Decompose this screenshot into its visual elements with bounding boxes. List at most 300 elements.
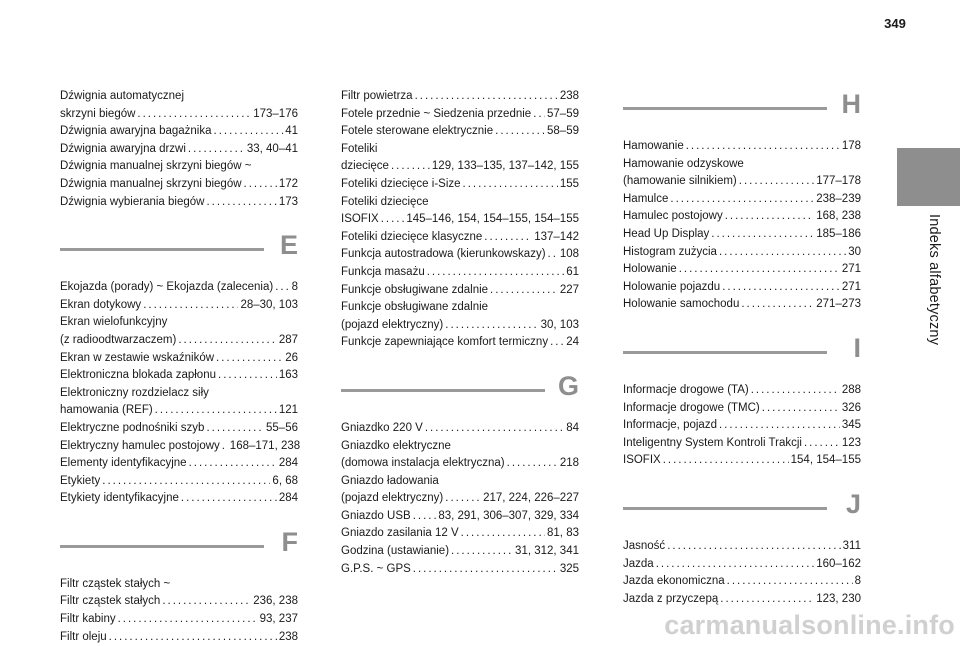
entry-term: Head Up Display xyxy=(623,227,710,240)
index-entry xyxy=(60,88,298,123)
entry-line xyxy=(623,191,861,209)
letter-label: F xyxy=(281,526,298,557)
entry-term: Filtr kabiny xyxy=(60,613,116,626)
entry-line xyxy=(623,208,861,226)
entry-pages: 288 xyxy=(841,383,861,396)
entry-term: Histogram zużycia xyxy=(623,245,717,258)
index-entry xyxy=(623,538,861,556)
index-entry xyxy=(341,473,579,508)
entry-term: Jazda ekonomiczna xyxy=(623,575,725,588)
dot-leader xyxy=(507,455,558,473)
index-column-3 xyxy=(623,88,861,608)
index-entry xyxy=(623,382,861,400)
entry-pages: 163 xyxy=(278,369,298,382)
index-entry xyxy=(623,279,861,297)
entry-pages: 154, 154–155 xyxy=(790,454,861,467)
entry-term: Hamowanie xyxy=(623,140,684,152)
entry-term-line: Dźwignia manualnej skrzyni biegów ~ xyxy=(60,160,252,173)
entry-pages: 57–59 xyxy=(547,107,579,120)
letter-label: G xyxy=(557,370,579,401)
entry-line xyxy=(341,543,579,561)
entry-pages: 177–178 xyxy=(816,175,861,188)
entry-term: G.P.S. ~ GPS xyxy=(341,562,411,575)
entry-line xyxy=(60,473,298,491)
entry-pages: 238 xyxy=(278,630,298,643)
entry-term: Funkcja masażu xyxy=(341,265,425,278)
index-entry xyxy=(623,435,861,453)
dot-leader xyxy=(391,158,430,176)
dot-leader xyxy=(722,279,840,297)
entry-term: Filtr oleju xyxy=(60,630,107,643)
index-entry xyxy=(60,141,298,159)
index-entry xyxy=(623,226,861,244)
entry-term: (domowa instalacja elektryczna) xyxy=(341,457,505,470)
entry-line xyxy=(60,332,298,350)
entry-pages: 284 xyxy=(278,457,298,470)
section-tab-marker xyxy=(897,148,960,206)
entry-pages: 55–56 xyxy=(266,421,298,434)
index-entry xyxy=(341,123,579,141)
entry-term: Fotele przednie ~ Siedzenia przednie xyxy=(341,107,532,120)
section-side-label: Indeks alfabetyczny xyxy=(926,214,942,346)
entry-pages: 218 xyxy=(559,457,579,470)
entry-pages: 271 xyxy=(841,280,861,293)
dot-leader xyxy=(490,282,558,300)
entry-line xyxy=(623,538,861,556)
entry-pages: 81, 83 xyxy=(547,527,579,540)
entry-term: ISOFIX xyxy=(623,454,661,467)
entry-pages: 108 xyxy=(559,248,579,261)
dot-leader xyxy=(663,452,789,470)
index-entry xyxy=(60,438,301,456)
letter-label: E xyxy=(279,230,298,261)
entry-pages: 173–176 xyxy=(253,107,298,120)
dot-leader xyxy=(804,435,840,453)
dot-leader xyxy=(495,123,545,141)
index-column-1 xyxy=(60,88,301,646)
dot-leader xyxy=(214,123,284,141)
entry-line xyxy=(623,138,861,156)
index-entry xyxy=(60,455,298,473)
dot-leader xyxy=(413,561,558,579)
entry-term: Gniazdo zasilania 12 V xyxy=(341,527,459,540)
dot-leader xyxy=(670,191,814,209)
entry-pages: 24 xyxy=(566,336,579,349)
entry-pages: 271–273 xyxy=(816,298,861,311)
entry-term: Hamulec postojowy xyxy=(623,210,723,223)
entry-line xyxy=(341,106,579,124)
entry-line xyxy=(341,282,579,300)
entry-line xyxy=(623,296,861,314)
entry-line xyxy=(60,367,298,385)
entry-line xyxy=(60,194,298,212)
entry-line xyxy=(60,106,298,124)
entry-line xyxy=(341,211,579,229)
dot-leader xyxy=(427,264,564,282)
entry-term: Filtr cząstek stałych xyxy=(60,595,161,608)
entry-line xyxy=(60,402,298,420)
dot-leader xyxy=(244,176,277,194)
dot-leader xyxy=(415,88,558,106)
page-number: 349 xyxy=(884,16,906,31)
entry-term: Dźwignia awaryjna bagażnika xyxy=(60,125,212,138)
entry-term: Foteliki dziecięce i-Size xyxy=(341,177,461,190)
index-entry xyxy=(623,261,861,279)
entry-line xyxy=(60,279,298,297)
dot-leader xyxy=(162,593,251,611)
index-entry xyxy=(341,508,579,526)
letter-divider xyxy=(623,107,827,110)
entry-pages: 123 xyxy=(841,436,861,449)
index-entry xyxy=(60,350,298,368)
dot-leader xyxy=(445,490,481,508)
dot-leader xyxy=(762,400,840,418)
entry-pages: 236, 238 xyxy=(253,595,298,608)
entry-term: Dźwignia manualnej skrzyni biegów xyxy=(60,177,242,190)
entry-pages: 325 xyxy=(559,562,579,575)
entry-pages: 8 xyxy=(291,281,298,294)
entry-pages: 311 xyxy=(842,539,861,552)
index-entry xyxy=(341,334,579,352)
entry-line xyxy=(623,591,861,609)
entry-term: Etykiety xyxy=(60,474,101,487)
index-entry xyxy=(341,420,579,438)
entry-line xyxy=(623,382,861,400)
entry-line xyxy=(623,435,861,453)
index-entry xyxy=(623,138,861,156)
letter-label: I xyxy=(853,332,861,363)
entry-pages: 217, 224, 226–227 xyxy=(483,492,579,505)
entry-line xyxy=(341,158,579,176)
entry-term: Informacje drogowe (TA) xyxy=(623,383,749,396)
entry-pages: 41 xyxy=(285,125,298,138)
entry-term: Foteliki dziecięce klasyczne xyxy=(341,230,483,243)
entry-term-line: Elektroniczny rozdzielacz siły xyxy=(60,386,209,399)
entry-pages: 121 xyxy=(278,404,298,417)
entry-term-line: Gniazdko elektryczne xyxy=(341,439,451,452)
dot-leader xyxy=(548,246,558,264)
index-entry xyxy=(60,611,298,629)
entry-term: Inteligentny System Kontroli Trakcji xyxy=(623,436,802,449)
entry-pages: 28–30, 103 xyxy=(240,298,298,311)
entry-term: (hamowanie silnikiem) xyxy=(623,175,737,188)
dot-leader xyxy=(463,176,558,194)
dot-leader xyxy=(739,173,814,191)
entry-line xyxy=(623,452,861,470)
entry-line xyxy=(341,490,579,508)
entry-line xyxy=(623,173,861,191)
entry-term: (z radioodtwarzaczem) xyxy=(60,333,177,346)
entry-term-line: Dźwignia automatycznej xyxy=(60,90,185,102)
entry-term: (pojazd elektryczny) xyxy=(341,492,444,505)
entry-term: Hamulce xyxy=(623,192,669,205)
entry-line xyxy=(623,244,861,262)
entry-line xyxy=(60,438,301,456)
entry-pages: 227 xyxy=(559,283,579,296)
entry-line xyxy=(341,229,579,247)
index-entry xyxy=(341,88,579,106)
index-entry xyxy=(341,561,579,579)
entry-pages: 238–239 xyxy=(816,192,861,205)
index-entry xyxy=(623,556,861,574)
entry-line xyxy=(341,176,579,194)
dot-leader xyxy=(381,211,405,229)
entry-pages: 160–162 xyxy=(816,557,861,570)
index-entry xyxy=(341,106,579,124)
entry-term: Holowanie samochodu xyxy=(623,298,740,311)
index-entry xyxy=(60,367,298,385)
entry-pages: 93, 237 xyxy=(259,613,298,626)
index-entry xyxy=(623,417,861,435)
entry-line xyxy=(60,123,298,141)
entry-line xyxy=(623,573,861,591)
entry-term: Jazda z przyczepą xyxy=(623,592,719,605)
letter-heading xyxy=(623,488,861,528)
entry-line xyxy=(60,141,298,159)
entry-pages: 172 xyxy=(278,177,298,190)
entry-pages: 84 xyxy=(566,421,579,434)
entry-pages: 129, 133–135, 137–142, 155 xyxy=(431,160,579,173)
dot-leader xyxy=(751,382,840,400)
index-entry xyxy=(60,279,298,297)
index-entry xyxy=(341,299,579,334)
entry-line xyxy=(60,176,298,194)
entry-term: Jazda xyxy=(623,557,654,570)
entry-pages: 33, 40–41 xyxy=(246,142,298,155)
dot-leader xyxy=(118,611,258,629)
dot-leader xyxy=(451,543,513,561)
letter-heading xyxy=(60,526,298,566)
index-entry xyxy=(60,576,298,611)
entry-line xyxy=(623,261,861,279)
entry-term: (pojazd elektryczny) xyxy=(341,318,444,331)
entry-line xyxy=(623,279,861,297)
dot-leader xyxy=(719,417,840,435)
dot-leader xyxy=(533,106,545,124)
entry-pages: 185–186 xyxy=(816,227,861,240)
entry-line xyxy=(341,508,579,526)
entry-term: Gniazdo USB xyxy=(341,509,411,522)
letter-heading xyxy=(341,370,579,410)
index-entry xyxy=(341,246,579,264)
index-entry xyxy=(60,194,298,212)
index-entry xyxy=(60,123,298,141)
entry-line xyxy=(60,297,298,315)
dot-leader xyxy=(656,556,815,574)
entry-term: Informacje, pojazd xyxy=(623,419,717,432)
dot-leader xyxy=(445,317,538,335)
entry-line xyxy=(341,246,579,264)
entry-pages: 178 xyxy=(841,140,861,152)
entry-pages: 123, 230 xyxy=(816,592,861,605)
entry-pages: 61 xyxy=(566,265,579,278)
entry-term: Ekran w zestawie wskaźników xyxy=(60,351,215,364)
index-entry xyxy=(60,420,298,438)
entry-term: Gniazdko 220 V xyxy=(341,421,423,434)
entry-pages: 168–171, 238 xyxy=(229,439,301,452)
entry-line xyxy=(341,317,579,335)
entry-term: Godzina (ustawianie) xyxy=(341,545,450,558)
dot-leader xyxy=(137,106,251,124)
entry-line xyxy=(341,455,579,473)
index-entry xyxy=(341,264,579,282)
entry-line xyxy=(623,226,861,244)
entry-term: Elektryczny hamulec postojowy xyxy=(60,439,220,452)
index-entry xyxy=(341,229,579,247)
entry-pages: 30 xyxy=(848,245,861,258)
dot-leader xyxy=(461,525,545,543)
index-entry xyxy=(341,282,579,300)
entry-pages: 83, 291, 306–307, 329, 334 xyxy=(438,509,579,522)
entry-term: Funkcje obsługiwane zdalnie xyxy=(341,283,489,296)
entry-line xyxy=(341,525,579,543)
entry-term: Holowanie xyxy=(623,263,677,276)
entry-line xyxy=(60,490,298,508)
entry-pages: 31, 312, 341 xyxy=(515,545,579,558)
index-entry xyxy=(341,194,579,229)
watermark: carmanualsonline.info xyxy=(664,610,955,640)
index-entry xyxy=(623,244,861,262)
entry-pages: 6, 68 xyxy=(272,474,298,487)
index-column-2 xyxy=(341,88,579,578)
entry-pages: 30, 103 xyxy=(540,318,579,331)
dot-leader xyxy=(720,591,814,609)
entry-term: hamowania (REF) xyxy=(60,404,153,417)
dot-leader xyxy=(679,261,840,279)
entry-pages: 137–142 xyxy=(534,230,579,243)
index-entry xyxy=(60,158,298,193)
index-entry xyxy=(60,385,298,420)
entry-term-line: Gniazdo ładowania xyxy=(341,474,439,487)
entry-line xyxy=(341,264,579,282)
entry-term: Dźwignia wybierania biegów xyxy=(60,195,205,208)
entry-term-line: Filtr cząstek stałych ~ xyxy=(60,577,171,590)
entry-term-line: Ekran wielofunkcyjny xyxy=(60,316,168,329)
index-entry xyxy=(341,543,579,561)
entry-term: dziecięce xyxy=(341,160,389,173)
entry-line xyxy=(60,420,298,438)
entry-term: Holowanie pojazdu xyxy=(623,280,721,293)
index-entry xyxy=(341,438,579,473)
entry-pages: 168, 238 xyxy=(816,210,861,223)
dot-leader xyxy=(143,297,238,315)
letter-heading xyxy=(623,88,861,128)
entry-line xyxy=(341,88,579,106)
index-entry xyxy=(623,296,861,314)
letter-divider xyxy=(623,351,827,354)
dot-leader xyxy=(206,194,276,212)
entry-term: Elektryczne podnośniki szyb xyxy=(60,421,205,434)
entry-term-line: Hamowanie odzyskowe xyxy=(623,157,744,170)
entry-term: Dźwignia awaryjna drzwi xyxy=(60,142,186,155)
entry-term: Funkcja autostradowa (kierunkowskazy) xyxy=(341,248,546,261)
entry-line xyxy=(341,334,579,352)
dot-leader xyxy=(686,138,840,156)
dot-leader xyxy=(484,229,532,247)
letter-label: H xyxy=(841,89,861,119)
entry-term: Informacje drogowe (TMC) xyxy=(623,401,760,414)
dot-leader xyxy=(109,629,277,646)
entry-pages: 8 xyxy=(854,575,861,588)
index-entry xyxy=(60,629,298,646)
entry-term: Fotele sterowane elektrycznie xyxy=(341,125,494,138)
entry-line xyxy=(623,556,861,574)
dot-leader xyxy=(189,455,277,473)
entry-term: ISOFIX xyxy=(341,213,379,226)
index-entry xyxy=(341,141,579,176)
entry-term: Ekran dotykowy xyxy=(60,298,142,311)
dot-leader xyxy=(155,402,277,420)
entry-line xyxy=(623,417,861,435)
letter-heading xyxy=(60,229,298,269)
entry-pages: 287 xyxy=(278,333,298,346)
dot-leader xyxy=(275,279,289,297)
dot-leader xyxy=(102,473,270,491)
entry-pages: 58–59 xyxy=(547,125,579,138)
index-entry xyxy=(623,452,861,470)
dot-leader xyxy=(413,508,437,526)
entry-term: Elektroniczna blokada zapłonu xyxy=(60,369,216,382)
letter-divider xyxy=(60,545,264,548)
entry-pages: 26 xyxy=(285,351,298,364)
dot-leader xyxy=(741,296,814,314)
dot-leader xyxy=(719,244,846,262)
entry-term-line: Foteliki dziecięce xyxy=(341,195,429,208)
index-entry xyxy=(341,176,579,194)
entry-term: Jasność xyxy=(623,539,666,552)
entry-line xyxy=(60,350,298,368)
entry-pages: 155 xyxy=(559,177,579,190)
entry-line xyxy=(60,629,298,646)
entry-pages: 345 xyxy=(841,419,861,432)
index-entry xyxy=(623,400,861,418)
dot-leader xyxy=(667,538,840,556)
index-entry xyxy=(623,156,861,191)
dot-leader xyxy=(188,141,245,159)
dot-leader xyxy=(222,438,228,456)
entry-pages: 284 xyxy=(278,492,298,505)
letter-label: J xyxy=(845,488,861,519)
letter-heading xyxy=(623,332,861,372)
entry-line xyxy=(341,420,579,438)
entry-pages: 238 xyxy=(559,90,579,102)
dot-leader xyxy=(206,420,264,438)
index-entry xyxy=(60,490,298,508)
entry-pages: 271 xyxy=(841,263,861,276)
index-entry xyxy=(60,297,298,315)
entry-term-line: Foteliki xyxy=(341,142,378,155)
index-entry xyxy=(60,473,298,491)
entry-line xyxy=(341,561,579,579)
dot-leader xyxy=(216,350,283,368)
entry-term: skrzyni biegów xyxy=(60,107,136,120)
entry-pages: 326 xyxy=(841,401,861,414)
entry-line xyxy=(341,123,579,141)
dot-leader xyxy=(218,367,277,385)
dot-leader xyxy=(425,420,564,438)
index-entry xyxy=(623,573,861,591)
dot-leader xyxy=(550,334,564,352)
index-entry xyxy=(623,191,861,209)
entry-line xyxy=(60,455,298,473)
letter-divider xyxy=(60,248,264,251)
entry-line xyxy=(60,611,298,629)
entry-term: Elementy identyfikacyjne xyxy=(60,457,187,470)
entry-pages: 145–146, 154, 154–155, 154–155 xyxy=(406,213,579,226)
index-entry xyxy=(623,591,861,609)
entry-term: Etykiety identyfikacyjne xyxy=(60,492,179,505)
entry-line xyxy=(60,593,298,611)
